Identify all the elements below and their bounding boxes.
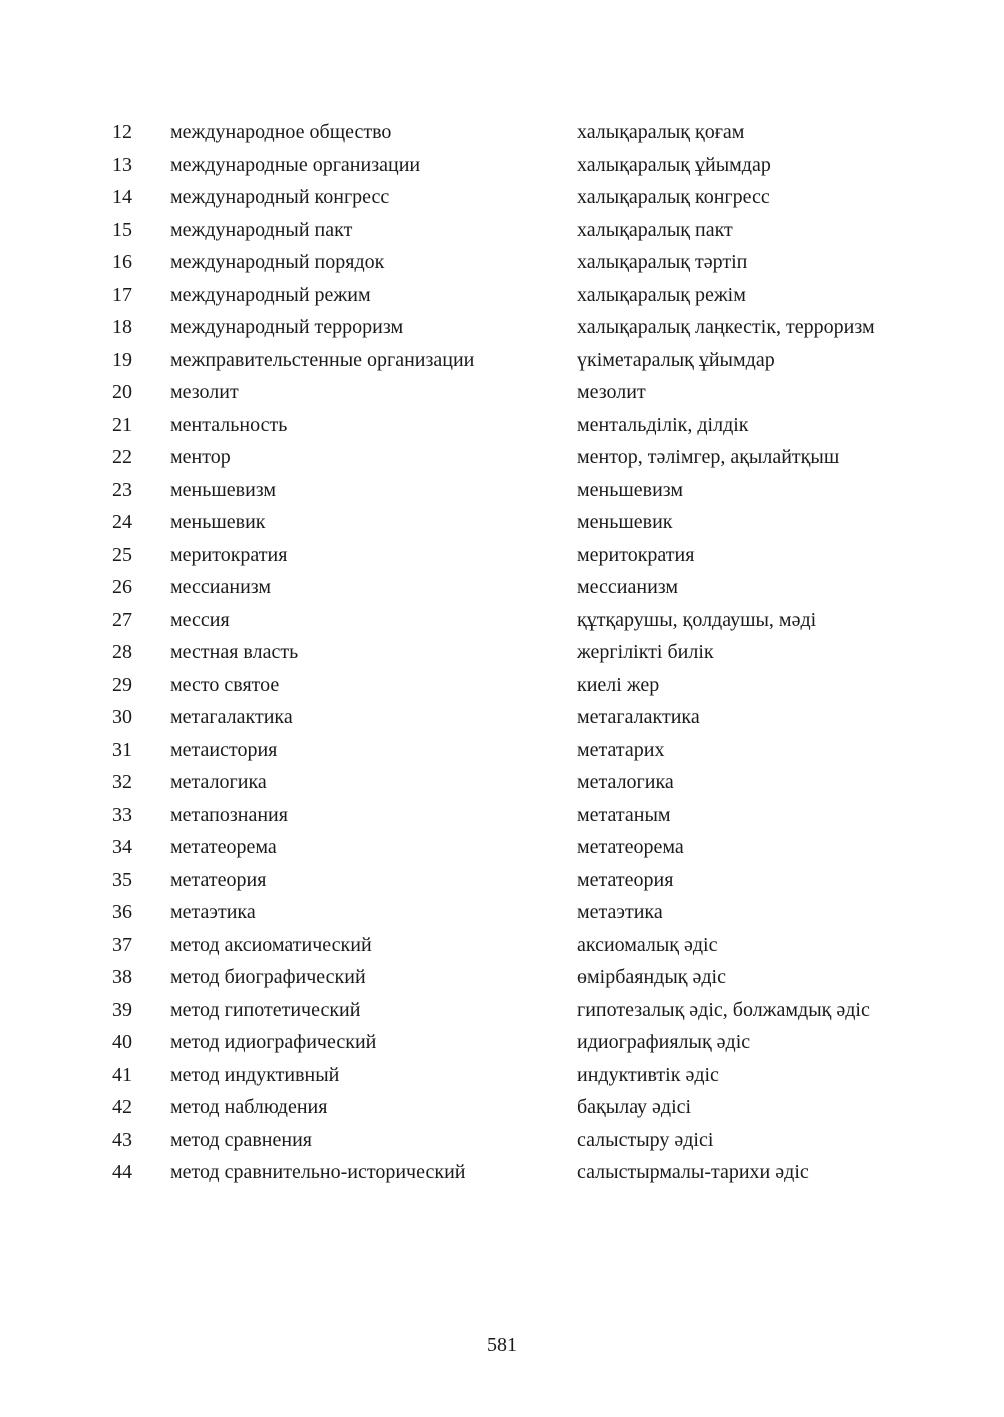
kazakh-term: меритократия <box>577 543 695 566</box>
kazakh-term: меньшевизм <box>577 478 684 501</box>
glossary-row <box>112 541 902 569</box>
entry-number: 40 <box>112 1031 132 1053</box>
entry-number: 39 <box>112 998 132 1021</box>
entry-number: 27 <box>112 608 132 631</box>
glossary-row <box>112 1158 902 1186</box>
russian-term: метод наблюдения <box>170 1096 328 1118</box>
entry-number: 43 <box>112 1128 132 1151</box>
kazakh-term: метатарих <box>577 738 665 761</box>
russian-term: международные организации <box>170 153 421 176</box>
kazakh-term: меньшевик <box>577 511 673 533</box>
russian-term: ментальность <box>170 413 288 436</box>
russian-term: метод биографический <box>170 966 366 988</box>
entry-number: 38 <box>112 966 132 988</box>
glossary-row <box>112 281 902 309</box>
glossary-row <box>112 151 902 179</box>
kazakh-term: үкіметаралық ұйымдар <box>577 348 775 371</box>
glossary-row <box>112 703 902 731</box>
russian-term: метод сравнительно-исторический <box>170 1161 466 1183</box>
kazakh-term: халықаралық пакт <box>577 218 733 241</box>
glossary-row <box>112 346 902 374</box>
kazakh-term: киелі жер <box>577 673 660 696</box>
glossary-row <box>112 671 902 699</box>
russian-term: меньшевик <box>170 511 266 533</box>
entry-number: 20 <box>112 381 132 403</box>
russian-term: место святое <box>170 673 280 696</box>
glossary-row <box>112 833 902 861</box>
glossary-row <box>112 606 902 634</box>
glossary-row <box>112 996 902 1024</box>
kazakh-term: аксиомалық әдіс <box>577 933 718 956</box>
russian-term: металогика <box>170 771 267 793</box>
entry-number: 41 <box>112 1063 132 1086</box>
glossary-row <box>112 768 902 796</box>
kazakh-term: халықаралық лаңкестік, терроризм <box>577 316 875 338</box>
kazakh-term: жергілікті билік <box>577 641 714 663</box>
glossary-row <box>112 1126 902 1154</box>
kazakh-term: метатеория <box>577 868 674 891</box>
kazakh-term: ментальділік, ділдік <box>577 413 749 436</box>
kazakh-term: мессианизм <box>577 576 679 598</box>
entry-number: 18 <box>112 316 132 338</box>
glossary-row <box>112 931 902 959</box>
glossary-row <box>112 963 902 991</box>
russian-term: мезолит <box>170 381 239 403</box>
entry-number: 12 <box>112 121 132 143</box>
entry-number: 36 <box>112 901 132 923</box>
russian-term: международный терроризм <box>170 316 404 338</box>
russian-term: меритократия <box>170 543 288 566</box>
russian-term: международный порядок <box>170 251 385 273</box>
glossary-row <box>112 411 902 439</box>
kazakh-term: өмірбаяндық әдіс <box>577 966 726 988</box>
kazakh-term: индуктивтік әдіс <box>577 1063 719 1086</box>
glossary-row <box>112 183 902 211</box>
kazakh-term: салыстырмалы-тарихи әдіс <box>577 1161 809 1183</box>
russian-term: мессианизм <box>170 576 272 598</box>
entry-number: 35 <box>112 868 132 891</box>
kazakh-term: халықаралық қоғам <box>577 121 745 143</box>
entry-number: 30 <box>112 706 132 728</box>
glossary-row <box>112 736 902 764</box>
kazakh-term: метатаным <box>577 803 671 826</box>
entry-number: 24 <box>112 511 132 533</box>
russian-term: международный пакт <box>170 218 353 241</box>
entry-number: 33 <box>112 803 132 826</box>
entry-number: 44 <box>112 1161 132 1183</box>
kazakh-term: халықаралық ұйымдар <box>577 153 771 176</box>
kazakh-term: метаэтика <box>577 901 663 923</box>
russian-term: меньшевизм <box>170 478 277 501</box>
glossary-row <box>112 476 902 504</box>
glossary-row <box>112 573 902 601</box>
glossary-row <box>112 866 902 894</box>
glossary-row <box>112 216 902 244</box>
russian-term: метод идиографический <box>170 1031 377 1053</box>
russian-term: метагалактика <box>170 706 293 728</box>
russian-term: метод гипотетический <box>170 998 361 1021</box>
kazakh-term: салыстыру әдісі <box>577 1128 714 1151</box>
entry-number: 22 <box>112 446 132 468</box>
glossary-row <box>112 378 902 406</box>
russian-term: международный конгресс <box>170 186 390 208</box>
russian-term: метатеорема <box>170 836 277 858</box>
russian-term: метод индуктивный <box>170 1063 340 1086</box>
entry-number: 17 <box>112 283 132 306</box>
entry-number: 31 <box>112 738 132 761</box>
entry-number: 32 <box>112 771 132 793</box>
glossary-row <box>112 118 902 146</box>
russian-term: метапознания <box>170 803 288 826</box>
kazakh-term: идиографиялық әдіс <box>577 1031 751 1053</box>
russian-term: метаистория <box>170 738 278 761</box>
entry-number: 29 <box>112 673 132 696</box>
entry-number: 25 <box>112 543 132 566</box>
glossary-row <box>112 248 902 276</box>
kazakh-term: халықаралық тәртіп <box>577 251 748 273</box>
kazakh-term: ментор, тәлімгер, ақылайтқыш <box>577 446 840 468</box>
russian-term: метаэтика <box>170 901 256 923</box>
kazakh-term: метагалактика <box>577 706 700 728</box>
glossary-row <box>112 898 902 926</box>
page-number: 581 <box>487 1334 517 1356</box>
glossary-row <box>112 801 902 829</box>
kazakh-term: гипотезалық әдіс, болжамдық әдіс <box>577 998 870 1021</box>
glossary-row <box>112 1028 902 1056</box>
russian-term: метод аксиоматический <box>170 933 372 956</box>
entry-number: 34 <box>112 836 132 858</box>
entry-number: 14 <box>112 186 132 208</box>
entry-number: 19 <box>112 348 132 371</box>
glossary-row <box>112 443 902 471</box>
glossary-row <box>112 1093 902 1121</box>
entry-number: 42 <box>112 1096 132 1118</box>
kazakh-term: метатеорема <box>577 836 684 858</box>
entry-number: 13 <box>112 153 132 176</box>
russian-term: международный режим <box>170 283 371 306</box>
glossary-row <box>112 638 902 666</box>
kazakh-term: халықаралық конгресс <box>577 186 770 208</box>
russian-term: ментор <box>170 446 231 468</box>
entry-number: 21 <box>112 413 132 436</box>
russian-term: метод сравнения <box>170 1128 312 1151</box>
russian-term: межправительстенные организации <box>170 348 475 371</box>
entry-number: 23 <box>112 478 132 501</box>
glossary-row <box>112 508 902 536</box>
glossary-row <box>112 313 902 341</box>
entry-number: 26 <box>112 576 132 598</box>
entry-number: 28 <box>112 641 132 663</box>
kazakh-term: құтқарушы, қолдаушы, мәді <box>577 608 817 631</box>
russian-term: мессия <box>170 608 230 631</box>
russian-term: местная власть <box>170 641 299 663</box>
kazakh-term: бақылау әдісі <box>577 1096 692 1118</box>
russian-term: международное общество <box>170 121 392 143</box>
glossary-row <box>112 1061 902 1089</box>
kazakh-term: халықаралық режім <box>577 283 746 306</box>
glossary-table <box>112 118 902 1191</box>
russian-term: метатеория <box>170 868 267 891</box>
entry-number: 37 <box>112 933 132 956</box>
entry-number: 16 <box>112 251 132 273</box>
entry-number: 15 <box>112 218 132 241</box>
kazakh-term: металогика <box>577 771 674 793</box>
kazakh-term: мезолит <box>577 381 646 403</box>
